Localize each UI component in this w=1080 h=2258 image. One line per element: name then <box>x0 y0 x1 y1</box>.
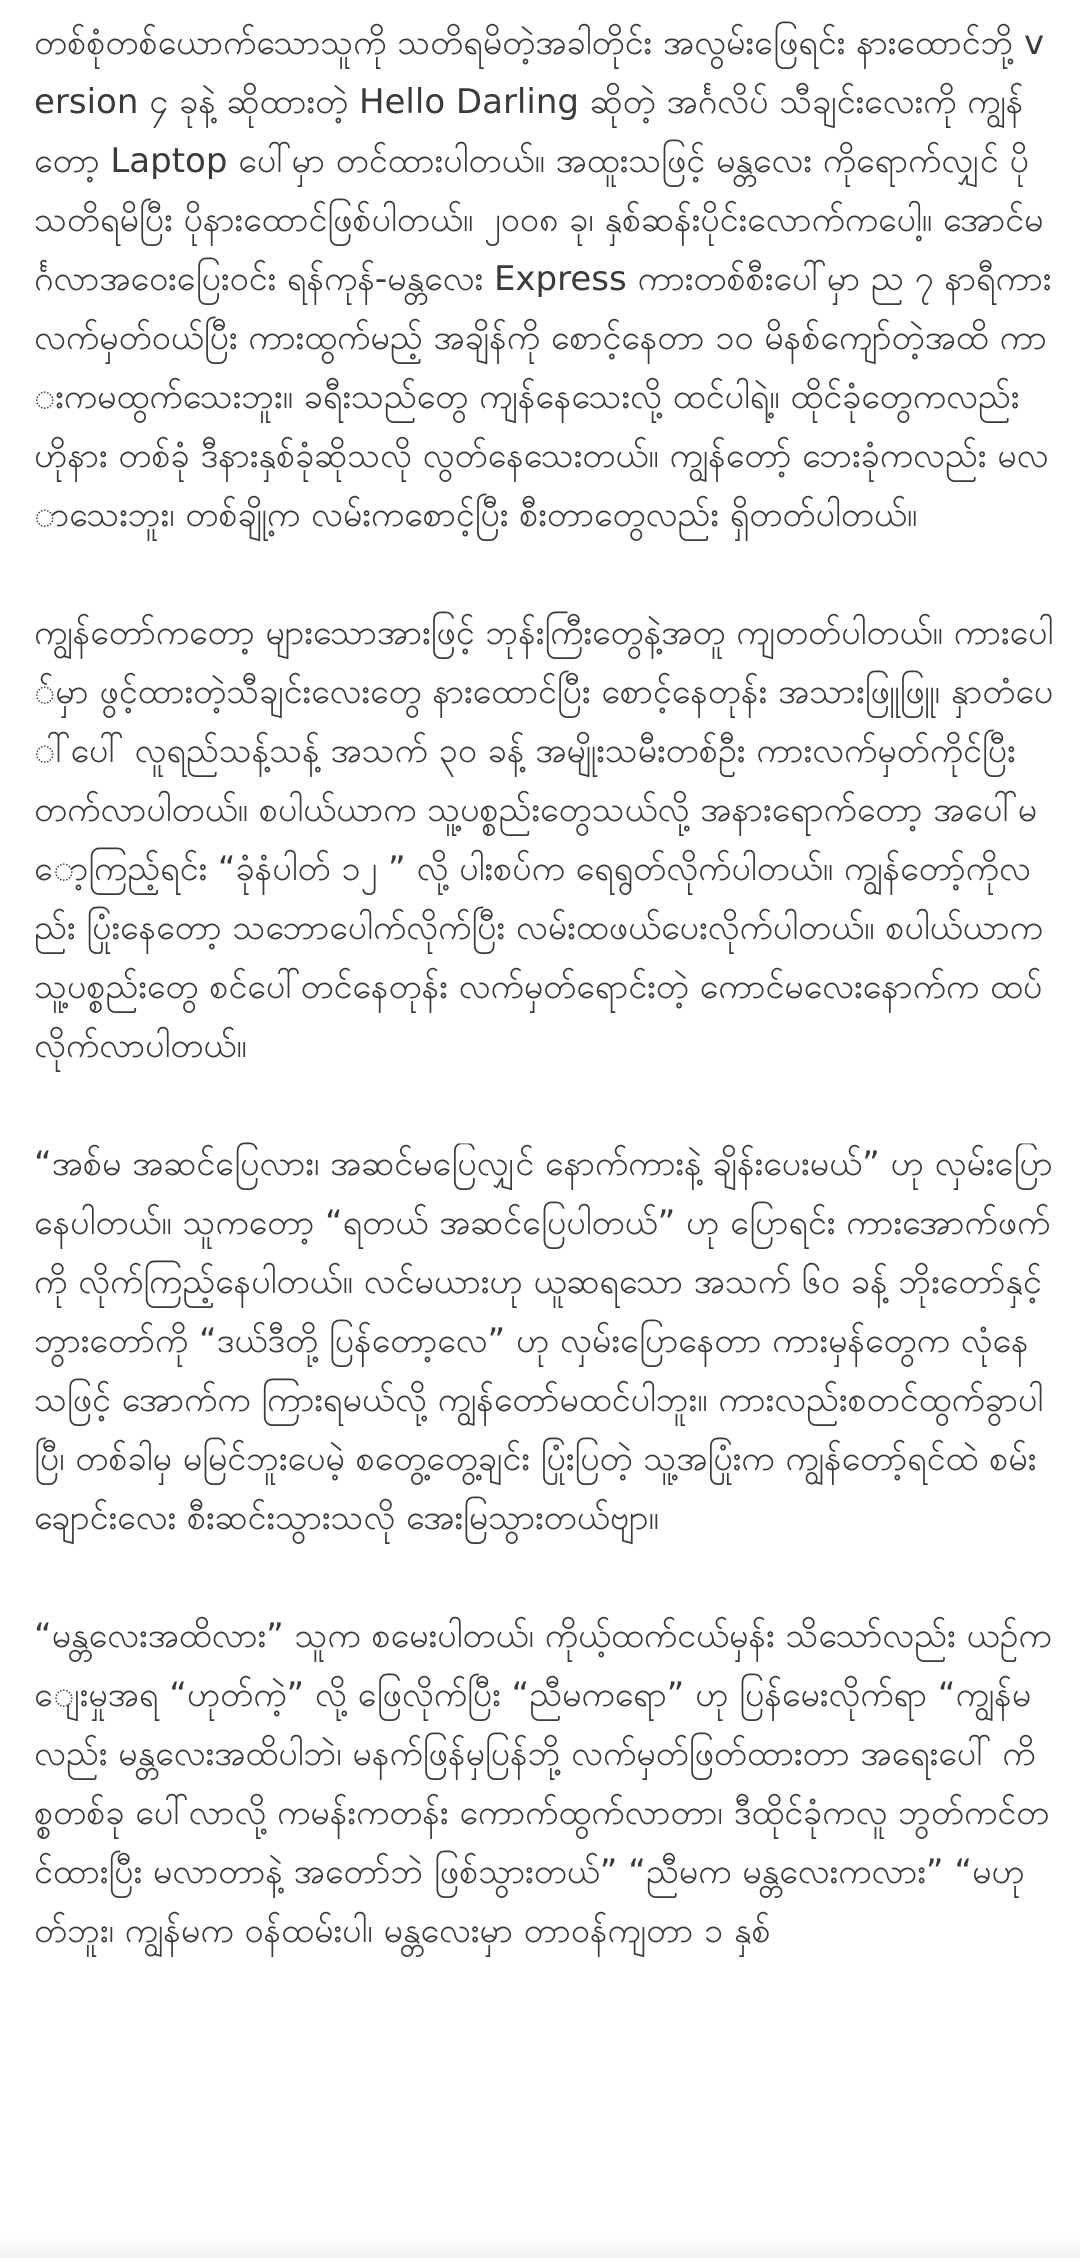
article-body <box>34 14 1054 1961</box>
article-paragraph-1: တစ်စုံတစ်ယောက်သောသူကို သတိရမိတဲ့အခါတိုင်း အလွမ်းဖြေရင်း နားထောင်ဘို့ version ၄ ခုနဲ့ ဆိုထားတဲ့ Hello Darling ဆိုတဲ့ အင်္ဂလိပ် သီချင်းလေးကို ကျွန်တော့ Laptop ပေါ်မှာ တင်ထားပါတယ်။ အထူးသဖြင့် မန္တလေး ကိုရောက်လျှင် ပိုသတိရမိပြီး ပိုနားထောင်ဖြစ်ပါတယ်။ ၂၀၀၈ ခု၊ နှစ်ဆန်းပိုင်းလောက်ကပေါ့။ အောင်မင်္ဂလာအဝေးပြေးဝင်း ရန်ကုန်-မန္တလေး Express ကားတစ်စီးပေါ်မှာ ည ၇ နာရီကား လက်မှတ်ဝယ်ပြီး ကားထွက်မည့် အချိန်ကို စောင့်နေတာ ၁၀ မိနစ်ကျော်တဲ့အထိ ကားကမထွက်သေးဘူး။ ခရီးသည်တွေ ကျန်နေသေးလို့ ထင်ပါရဲ့။ ထိုင်ခုံတွေကလည်း ဟိုနား တစ်ခုံ ဒီနားနှစ်ခုံဆိုသလို လွတ်နေသေးတယ်။ ကျွန်တော့် ဘေးခုံကလည်း မလာသေးဘူး၊ တစ်ချို့က လမ်းကစောင့်ပြီး စီးတာတွေလည်း ရှိတတ်ပါတယ်။ <box>34 23 1052 535</box>
article-paragraph-3: “အစ်မ အဆင်ပြေလား၊ အဆင်မပြေလျှင် နောက်ကားနဲ့ ချိန်းပေးမယ်” ဟု လှမ်းပြောနေပါတယ်။ သူကတော့ “ရတယ် အဆင်ပြေပါတယ်” ဟု ပြောရင်း ကားအောက်ဖက်ကို လိုက်ကြည့်နေပါတယ်။ လင်မယားဟု ယူဆရသော အသက် ၆၀ ခန့် ဘိုးတော်နှင့် ဘွားတော်ကို “ဒယ်ဒီတို့ ပြန်တော့လေ” ဟု လှမ်းပြောနေတာ ကားမှန်တွေက လုံနေသဖြင့် အောက်က ကြားရမယ်လို့ ကျွန်တော်မထင်ပါဘူး။ ကားလည်းစတင်ထွက်ခွာပါပြီ၊ တစ်ခါမှ မမြင်ဘူးပေမဲ့ စတွေ့တွေ့ချင်း ပြုံးပြတဲ့ သူ့အပြုံးက ကျွန်တော့်ရင်ထဲ စမ်းချောင်းလေး စီးဆင်းသွားသလို အေးမြသွားတယ်ဗျာ။ <box>34 1144 1053 1538</box>
article-paragraph-4: “မန္တလေးအထိလား” သူက စမေးပါတယ်၊ ကိုယ့်ထက်ငယ်မှန်း သိသော်လည်း ယဉ်ကျေးမှုအရ “ဟုတ်ကဲ့” လို့ ဖြေလိုက်ပြီး “ညီမကရော” ဟု ပြန်မေးလိုက်ရာ “ကျွန်မလည်း မန္တလေးအထိပါဘဲ၊ မနက်ဖြန်မှပြန်ဘို့ လက်မှတ်ဖြတ်ထားတာ အရေးပေါ် ကိစ္စတစ်ခု ပေါ်လာလို့ ကမန်းကတန်း ကောက်ထွက်လာတာ၊ ဒီထိုင်ခုံကလူ ဘွတ်ကင်တင်ထားပြီး မလာတာနဲ့ အတော်ဘဲ ဖြစ်သွားတယ်” “ညီမက မန္တလေးကလား” “မဟုတ်ဘူး၊ ကျွန်မက ဝန်ထမ်းပါ၊ မန္တလေးမှာ တာဝန်ကျတာ ၁ နှစ် <box>34 1616 1052 1951</box>
article-paragraph-2: ကျွန်တော်ကတော့ များသောအားဖြင့် ဘုန်းကြီးတွေနဲ့အတူ ကျတတ်ပါတယ်။ ကားပေါ်မှာ ဖွင့်ထားတဲ့သီချင်းလေးတွေ နားထောင်ပြီး စောင့်နေတုန်း အသားဖြူဖြူ၊ နှာတံပေါ်ပေါ် လူရည်သန့်သန့် အသက် ၃၀ ခန့် အမျိုးသမီးတစ်ဦး ကားလက်မှတ်ကိုင်ပြီး တက်လာပါတယ်။ စပါယ်ယာက သူ့ပစ္စည်းတွေသယ်လို့ အနားရောက်တော့ အပေါ်မော့ကြည့်ရင်း “ခုံနံပါတ် ၁၂ ” လို့ ပါးစပ်က ရေရွတ်လိုက်ပါတယ်။ ကျွန်တော့်ကိုလည်း ပြုံးနေတော့ သဘောပေါက်လိုက်ပြီး လမ်းထဖယ်ပေးလိုက်ပါတယ်။ စပါယ်ယာက သူ့ပစ္စည်းတွေ စင်ပေါ်တင်နေတုန်း လက်မှတ်ရောင်းတဲ့ ကောင်မလေးနောက်က ထပ်လိုက်လာပါတယ်။ <box>34 613 1054 1066</box>
bottom-scroll-fade <box>0 2236 1080 2258</box>
